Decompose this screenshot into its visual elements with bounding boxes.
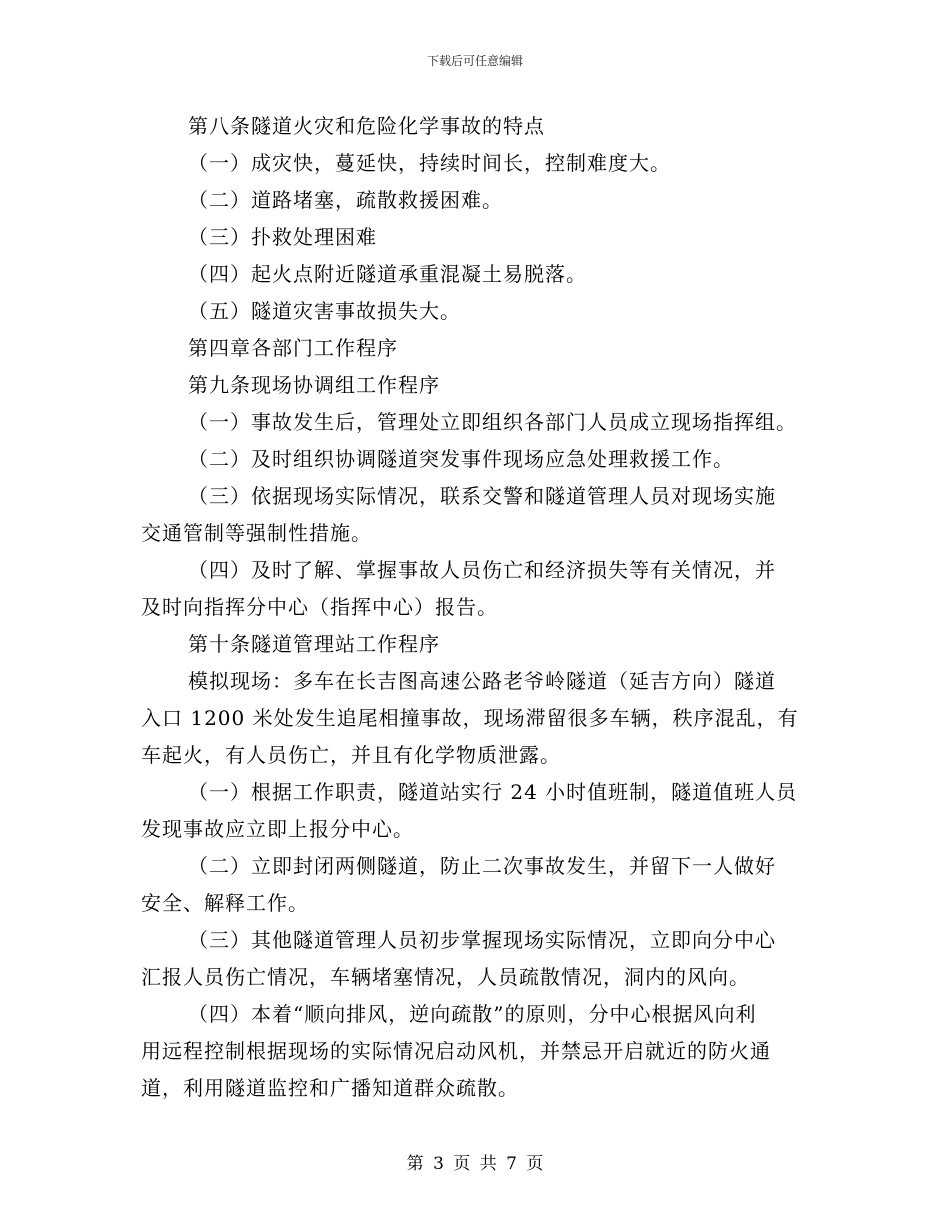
text-line: （一）事故发生后，管理处立即组织各部门人员成立现场指挥组。	[188, 410, 797, 434]
page-footer: 第 3 页 共 7 页	[406, 1154, 544, 1174]
text-line: （四）及时了解、掌握事故人员伤亡和经济损失等有关情况，并	[188, 558, 776, 582]
text-line: 第四章各部门工作程序	[188, 336, 398, 360]
text-line: （四）起火点附近隧道承重混凝土易脱落。	[188, 262, 587, 286]
text-line: 及时向指挥分中心（指挥中心）报告。	[141, 595, 498, 619]
text-line: 第九条现场协调组工作程序	[188, 373, 440, 397]
text-line: 交通管制等强制性措施。	[141, 521, 372, 545]
text-line: （三）其他隧道管理人员初步掌握现场实际情况，立即向分中心	[188, 928, 776, 952]
text-line: 汇报人员伤亡情况，车辆堵塞情况，人员疏散情况，洞内的风向。	[141, 965, 750, 989]
text-line: 模拟现场：多车在长吉图高速公路老爷岭隧道（延吉方向）隧道	[188, 669, 776, 693]
text-line: 安全、解释工作。	[141, 891, 309, 915]
document-body	[141, 108, 813, 1107]
text-line: （二）立即封闭两侧隧道，防止二次事故发生，并留下一人做好	[188, 854, 776, 878]
text-line: 道，利用隧道监控和广播知道群众疏散。	[141, 1076, 519, 1100]
text-line: （一）成灾快，蔓延快，持续时间长，控制难度大。	[188, 151, 671, 175]
text-line: 第十条隧道管理站工作程序	[188, 632, 440, 656]
text-line: （二）及时组织协调隧道突发事件现场应急处理救援工作。	[188, 447, 734, 471]
text-line: （三）扑救处理困难	[188, 225, 377, 249]
text-line: （二）道路堵塞，疏散救援困难。	[188, 188, 503, 212]
text-line: （一）根据工作职责，隧道站实行 24 小时值班制，隧道值班人员	[188, 780, 798, 804]
text-line: 入口 1200 米处发生追尾相撞事故，现场滞留很多车辆，秩序混乱，有	[141, 706, 799, 730]
text-line: 车起火，有人员伤亡，并且有化学物质泄露。	[141, 743, 561, 767]
page-header: 下载后可任意编辑	[426, 54, 523, 68]
text-line: （四）本着“顺向排风，逆向疏散”的原则，分中心根据风向利	[188, 1002, 757, 1026]
text-line: 用远程控制根据现场的实际情况启动风机，并禁忌开启就近的防火通	[141, 1039, 771, 1063]
text-line: （三）依据现场实际情况，联系交警和隧道管理人员对现场实施	[188, 484, 776, 508]
text-line: 第八条隧道火灾和危险化学事故的特点	[188, 114, 545, 138]
text-line: （五）隧道灾害事故损失大。	[188, 299, 461, 323]
text-line: 发现事故应立即上报分中心。	[141, 817, 414, 841]
